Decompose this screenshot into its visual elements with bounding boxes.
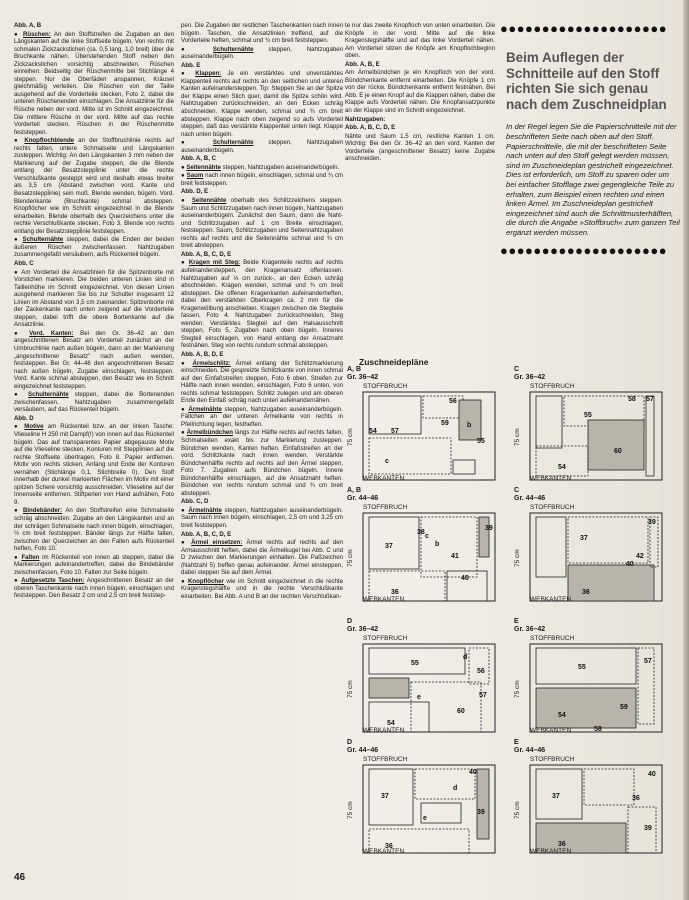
fabric-width-label: 75 cm: [347, 801, 354, 819]
instruction-paragraph: [14, 137, 174, 235]
bullet-icon: ●: [181, 539, 192, 547]
pattern-piece: [369, 678, 409, 698]
piece-number: b: [467, 422, 472, 429]
plan-size-label: Gr. 44–46: [347, 495, 379, 502]
piece-number: b: [435, 541, 440, 548]
piece-number: 55: [477, 438, 485, 445]
pattern-piece: [646, 396, 654, 476]
piece-number: 36: [632, 795, 640, 802]
section-heading: Nahtzugaben:: [345, 115, 386, 123]
instruction-paragraph: [181, 578, 343, 601]
instruction-paragraph: [14, 507, 174, 552]
pattern-piece: [459, 400, 481, 440]
instruction-paragraph: [181, 259, 343, 350]
instruction-keyword: Vord. Kanten:: [29, 329, 74, 337]
section-heading: Abb. A, B, D, E: [181, 350, 224, 358]
section-heading: Abb. E: [181, 61, 201, 69]
bullet-icon: ●: [181, 139, 213, 147]
section-heading: Abb. A, B: [14, 22, 42, 29]
instruction-text: im Rückenteil von innen ab steppen, dabei die Markierungen aufeinandertreffen, dabei die Bindebänder zwischenfassen, Foto 10. Falten zur Seite bügeln.: [14, 553, 174, 576]
instruction-paragraph: [181, 429, 343, 497]
bullet-icon: ●: [181, 405, 189, 413]
fabric-layout: [361, 763, 501, 857]
fabric-layout: [528, 390, 668, 484]
bullet-icon: ●: [14, 268, 22, 276]
pattern-piece: [421, 803, 461, 823]
piece-number: 37: [381, 793, 389, 800]
pattern-piece: [469, 648, 489, 684]
fold-label: STOFFBRUCH: [363, 756, 408, 763]
pattern-piece: [369, 769, 413, 825]
piece-number: 36: [391, 589, 399, 596]
bullet-icon: ●: [14, 236, 23, 244]
fabric-layout: [361, 642, 501, 736]
instruction-text: steppen, dabei die Bortenenden zwischenfassen. Nahtzugaben zusammengefaßt versäubern, auf das Rückenteil bügeln.: [14, 391, 175, 414]
piece-number: 39: [477, 809, 485, 816]
page-number: 46: [14, 872, 26, 883]
fold-label: STOFFBRUCH: [530, 756, 575, 763]
fold-label: STOFFBRUCH: [363, 504, 408, 511]
bullet-icon: ●: [14, 329, 30, 337]
instruction-paragraph: [14, 554, 174, 577]
plan-size-label: Gr. 44–46: [514, 495, 546, 502]
instruction-text: steppen, dabei die Enden der beiden äußeren Rüschen zwischenfassen. Nahtzugaben zusammengefaßt versäubern, aufs Rückenteil bügeln.: [14, 236, 174, 259]
piece-number: 57: [391, 428, 399, 435]
fabric-width-label: 75 cm: [514, 680, 521, 698]
plan-size-label: Gr. 36–42: [514, 374, 546, 381]
cutting-plan: [347, 618, 507, 734]
instruction-text: te nur das zweite Knopfloch von unten einarbeiten. Die Knöpfe in der vord. Mitte auf die linke Kragenstegshälfte und auf das linke Vorderteil nähen. Am Vorderteil sitzen die Knöpfe am Knopflochbeginn oben.: [345, 22, 495, 60]
plan-group-label: A, B: [347, 366, 361, 373]
piece-number: 39: [648, 519, 656, 526]
pattern-piece: [536, 396, 562, 448]
instruction-paragraph: [345, 69, 495, 114]
instruction-paragraph: [181, 46, 343, 61]
piece-number: 41: [451, 553, 459, 560]
bullet-icon: ●: [14, 391, 29, 399]
section-heading: Abb. D, E: [181, 188, 209, 196]
instruction-text: Am Ärmelbündchen je ein Knopfloch von der vord. Bündchenkante entfernt einarbeiten. Die Knöpfe 1 cm von der rückw. Bündchenkante entfernt festnähen. Bei Abb. E je einen Knopf auf die Klappen nähen, dabei die Klappe aufs Vorderteil nähen. Die Knopfansatzpunkte an der Klappe sind im Schnitt eingezeichnet.: [345, 69, 495, 115]
instruction-keyword: Seitennähte: [191, 197, 227, 205]
fold-label: STOFFBRUCH: [530, 504, 575, 511]
instruction-keyword: Schulternähte: [212, 139, 254, 147]
instruction-text: steppen, Nahtzugaben auseinanderbügeln.: [181, 139, 343, 154]
bullet-icon: ●: [14, 577, 22, 585]
selvage-label: WEBKANTEN: [363, 475, 405, 482]
selvage-label: WEBKANTEN: [530, 727, 572, 734]
piece-number: 57: [479, 692, 487, 699]
piece-number: c: [385, 458, 389, 465]
bullet-icon: ●: [181, 45, 213, 53]
piece-number: 42: [636, 553, 644, 560]
selvage-label: WEBKANTEN: [363, 848, 405, 855]
instructions-column-2: [181, 22, 343, 601]
instruction-paragraph: [181, 507, 343, 530]
instruction-keyword: Knopflochblende: [24, 137, 75, 145]
piece-number: 36: [558, 841, 566, 848]
bullet-icon: ●: [181, 172, 187, 180]
instruction-text: nach innen bügeln, einschlagen, schmal und ¾ cm breit feststeppen.: [181, 172, 343, 187]
fabric-layout: [528, 642, 668, 736]
fabric-outline: [363, 765, 495, 853]
selvage-label: WEBKANTEN: [363, 596, 405, 603]
fabric-width-label: 75 cm: [347, 428, 354, 446]
instruction-paragraph: [181, 139, 343, 154]
instruction-paragraph: [345, 133, 495, 163]
instruction-text: Angeschnittenen Besatz an der oberen Taschenkante nach innen bügeln, einschlagen und feststeppen. Den Besatz 2 cm und 2,5 cm breit feststep-: [14, 577, 174, 600]
cutting-plan: [347, 366, 507, 482]
pattern-piece: [477, 769, 489, 839]
bullet-icon: ●: [14, 507, 23, 515]
plan-group-label: D: [347, 739, 353, 746]
piece-number: 56: [449, 398, 457, 405]
instruction-paragraph: [181, 22, 343, 45]
piece-number: 37: [385, 543, 393, 550]
section-heading: Abb. A, B, C, D, E: [181, 530, 232, 538]
instructions-column-3: [345, 22, 495, 164]
piece-number: 37: [580, 535, 588, 542]
piece-number: 36: [385, 843, 393, 850]
instruction-text: Ärmel rechts auf rechts auf den Armausschnitt heften, dabei die Ärmelkugel bei Abb. C und D zwischen den Markierungen einhalten. Die Paßzeichen (Nahtzahl 5) treffen genau aufeinander. Ärmel einsteppen, dabei steppen Sie auf dem Ärmel.: [181, 539, 344, 577]
instruction-paragraph: [14, 577, 174, 600]
section-heading: Abb. A, B, C: [181, 155, 216, 163]
instruction-text: Am Vorderteil die Ansatzlinien für die Spitzenborte mit Vorstichen markieren. Die beiden unteren Linien sind in Taillenhöhe im Schnitt eingezeichnet. Von diesen Linien ausgehend markieren Sie bis zur Schulter insgesamt 12 Linien im Abstand von 3,5 cm zueinander. Spitzenborte mit der Zackenkante nach unten zeigend auf die Vorderteile steppen, dabei trifft die obere Bortenkante auf die Ansatzlinie.: [14, 268, 174, 329]
pattern-piece: [411, 682, 481, 732]
piece-number: 59: [441, 420, 449, 427]
bullet-icon: ●: [181, 577, 188, 585]
cutting-plan: [514, 487, 674, 603]
fold-label: STOFFBRUCH: [363, 383, 408, 390]
instruction-paragraph: [14, 31, 174, 137]
dot-rule-top: ●●●●●●●●●●●●●●●●●●●●: [500, 22, 668, 36]
instruction-keyword: Ärmelschlitz:: [192, 359, 231, 367]
plan-group-label: C: [514, 366, 520, 373]
instruction-text: oberhalb des Schlitzzeichens steppen. Saum und Schlitzzugaben nach innen bügeln, Nahtzugaben auseinanderbügeln. Zunächst den Saum, dann die Naht- und Schlitzzugaben auf 1 cm Breite einschlagen, feststeppen. Saum, Schlitzzugaben und Seitennahtzugaben rechts auf rechts und die Seitennähte schmal und ¾ cm breit absteppen.: [181, 197, 343, 250]
instruction-keyword: Falten: [21, 553, 40, 561]
piece-number: d: [463, 654, 468, 661]
instruction-text: längs zur Hälfte rechts auf rechts falten, Schmalseiten exakt bis zur Markierung zusteppen. Bündchen wenden, Kanten heften. Einfaßstreifen an der vord. Schlitzkante nach innen wenden. Verstärkte Bündchenhälfte rechts auf rechts auf den Ärmel steppen, Foto 7. Zugaben aufs Bündchen bügeln. Innere Bündchenhälfte einschlagen, auf die Ansatznaht heften. Bündchen von rechts rundum schmal und ¾ cm breit absteppen.: [181, 429, 343, 497]
instruction-paragraph: [181, 164, 343, 172]
piece-number: 59: [620, 704, 628, 711]
bullet-icon: ●: [14, 423, 25, 431]
selvage-label: WEBKANTEN: [530, 475, 572, 482]
pattern-piece: [584, 769, 634, 805]
instruction-keyword: Saum: [186, 172, 204, 180]
plan-size-label: Gr. 44–46: [347, 747, 379, 754]
piece-number: 40: [626, 561, 634, 568]
tip-box: [500, 22, 680, 258]
section-heading: Abb. A, B, C, D, E: [345, 124, 396, 132]
pattern-piece: [588, 420, 644, 470]
instruction-keyword: Seitennähte: [186, 163, 221, 171]
fabric-width-label: 75 cm: [514, 801, 521, 819]
fabric-width-label: 75 cm: [347, 680, 354, 698]
bullet-icon: ●: [181, 506, 189, 514]
section-heading: Abb. C, D: [181, 498, 209, 506]
pattern-piece: [423, 396, 463, 418]
bullet-icon: ●: [14, 137, 25, 145]
bullet-icon: ●: [181, 429, 187, 437]
piece-number: 57: [646, 396, 654, 403]
piece-number: 54: [387, 720, 395, 727]
instruction-text: steppen, Nahtzugaben auseinanderbügeln. Fältchen an der unteren Ärmelkante von rechts in Pfeilrichtung legen, festheften.: [181, 405, 343, 428]
bullet-icon: ●: [181, 359, 193, 367]
bullet-icon: ●: [181, 197, 192, 205]
piece-number: 60: [457, 708, 465, 715]
piece-number: 58: [594, 726, 602, 733]
fabric-width-label: 75 cm: [514, 549, 521, 567]
instruction-keyword: Rüschen:: [22, 30, 51, 38]
bullet-icon: ●: [181, 259, 189, 267]
instruction-keyword: Ärmel einsetzen:: [191, 539, 243, 547]
section-heading: Abb. D: [14, 414, 34, 422]
pattern-piece: [453, 460, 475, 474]
fabric-outline: [363, 513, 495, 601]
instruction-text: steppen, Nahtzugaben auseinanderbügeln.: [181, 45, 343, 61]
cutting-plan: [514, 739, 674, 855]
piece-number: 36: [582, 589, 590, 596]
piece-number: 55: [411, 660, 419, 667]
instruction-text: An den Stoffstreifen die Zugaben an den Längskanten auf die linke Stoffseite bügeln. Von rechts mit schmalen Zickzackstichen (ca. 0,5 lang, 1,0 breit) über die Bruchkante nähen. Überstehenden Stoff neben den Zickzackstichen vorsichtig abschneiden. Rüschen einreihen: Beidseitig der Rüschenmitte bei Stichlänge 4 steppen. Nur die Oberfäden anspannen, Kräusel gleichmäßig verteilen. Die Rüschen von der Taille ausgehend auf die Vorderteile stecken, Foto 2, dabei die unteren Rüschenenden einschlagen. Die Ansatzlinie für die Rüsche neben der vord. Mitte ist im Schnitt eingezeichnet. Die mittlere Rüsche in der vord. Mitte auf das rechte Vorderteil stecken. Rüschen in der Rüschenmitte feststeppen.: [14, 30, 174, 136]
pattern-piece: [536, 517, 566, 577]
pattern-piece: [479, 517, 489, 557]
instruction-text: steppen, Nahtzugaben auseinanderbügeln. Saum nach innen bügeln, einschlagen, 2,5 cm und 3,25 cm breit feststeppen.: [181, 506, 343, 529]
instruction-text: Je ein verstärktes und unverstärktes Klappenteil rechts auf rechts an den seitlichen und unteren Kanten aufeinandersteppen. Tip: Steppen Sie an der Spitze der Klappe einen Stich quer, damit die Spitze schön wird. Nahtzugaben zurückschneiden, an den Ecken schräg abschneiden. Klappe wenden, schmal und ¾ cm breit absteppen. Klappe nach oben zeigend so aufs Vorderteil steppen, daß das verstärkte Klappenteil unten liegt. Klappe nach unten bügeln.: [181, 70, 344, 138]
instruction-text: Nähte und Saum 1,5 cm, restliche Kanten 1 cm. Wichtig: Bei den Gr. 36–42 an den vord. Kanten der Vorderteile (angeschnittener Besatz) keine Zugabe anschneiden.: [345, 132, 495, 163]
plan-size-label: Gr. 36–42: [347, 626, 379, 633]
section-heading: Abb. C: [14, 259, 34, 267]
instruction-keyword: Schulternähte: [212, 45, 254, 53]
instruction-paragraph: [181, 172, 343, 187]
piece-number: 37: [552, 793, 560, 800]
pattern-piece: [628, 807, 656, 853]
selvage-label: WEBKANTEN: [530, 596, 572, 603]
bullet-icon: ●: [14, 30, 23, 38]
fabric-layout: [528, 763, 668, 857]
pattern-piece: [536, 648, 636, 684]
plan-group-label: E: [514, 739, 519, 746]
piece-number: d: [453, 785, 458, 792]
instruction-text: an der Stoffbruchlinie rechts auf rechts falten, untere Schmalseite und Längskanten zusteppen. Wichtig: An den Längskanten 3 mm neben der Markierung auf der Zugabe steppen, die die Blende entlang der Besatzsteppl̈inie unter die rechte Verschlußkante gesteppt wird und deshalb etwas breiter als 3,5 cm (Abstand zwischen vord. Kante und Besatzsteppl̈inie) sein muß. Blende wenden, bügeln. Vord. Blendenkante (Bruchkante) schmal absteppen. Knopflöcher wie im Schnitt eingezeichnet in die Blende einarbeiten. Blende oberhalb des Querzeichens unter die rechte Verschlußkante stecken, Foto 3. Blende von rechts entlang der Besatzsteppl̈inie feststeppen.: [14, 137, 175, 235]
pattern-piece: [536, 446, 588, 476]
instruction-keyword: Aufgesetzte Taschen:: [21, 577, 85, 585]
instruction-keyword: Ärmelnähte: [188, 506, 222, 514]
plan-group-label: A, B: [347, 487, 361, 494]
cutting-plan: [514, 618, 674, 734]
instruction-text: wie im Schnitt eingezeichnet in die rechte Kragenstegshälfte und in die rechte Verschlußkante einarbeiten. Bei Abb. A und B an der rechten Verschlußkan-: [181, 577, 344, 600]
instruction-paragraph: [14, 269, 174, 329]
fabric-width-label: 75 cm: [347, 549, 354, 567]
instruction-keyword: Klappen:: [195, 70, 222, 78]
dot-rule-bottom: ●●●●●●●●●●●●●●●●●●●●: [500, 243, 668, 258]
section-heading: Abb. A, B, C, D, E: [181, 250, 232, 258]
piece-number: e: [417, 694, 421, 701]
fold-label: STOFFBRUCH: [363, 635, 408, 642]
pattern-piece: [369, 517, 419, 569]
plan-group-label: E: [514, 618, 519, 625]
instruction-paragraph: [14, 423, 174, 506]
cutting-plan: [514, 366, 674, 482]
instruction-keyword: Schulternähte: [22, 236, 64, 244]
pattern-piece: [415, 769, 475, 799]
instruction-paragraph: [181, 406, 343, 429]
fold-label: STOFFBRUCH: [530, 635, 575, 642]
instruction-keyword: Ärmelbündchen: [186, 429, 234, 437]
instruction-paragraph: [181, 197, 343, 250]
pattern-piece: [369, 438, 451, 474]
plan-size-label: Gr. 36–42: [347, 374, 379, 381]
instruction-text: am Rückenteil bzw. an der linken Tasche: Vlieseline H 250 mit Dampf(!) von innen auf das Rückenteil bügeln. Das auf transparentes Papier abgepauste Motiv auf die Vlieseline stecken, Konturen mit Steppl̈inien auf die rechte Stoffseite übertragen, Foto 8. Papier entfernen. Motiv von rechts sticken, Anfang und Ende der Konturen vernähen (Stichlänge 0,1, Stichbreite 0). Den Stoff innerhalb der dunkel markierten Flächen im Motiv mit einer spitzen Schere vorsichtig ausschneiden. Vlieseline auf der Innenseite entfernen. Stiftperlen von Hand aufnähen, Foto 9.: [14, 423, 175, 506]
pattern-piece: [568, 565, 654, 601]
fabric-layout: [361, 390, 501, 484]
fold-label: STOFFBRUCH: [530, 383, 575, 390]
instruction-paragraph: [181, 70, 343, 138]
instruction-keyword: Schulternähte: [28, 391, 69, 399]
bullet-icon: ●: [181, 70, 196, 78]
pattern-piece: [421, 517, 477, 577]
piece-number: 56: [477, 668, 485, 675]
piece-number: 40: [648, 771, 656, 778]
piece-number: 60: [614, 448, 622, 455]
instruction-paragraph: [345, 22, 495, 60]
plan-size-label: Gr. 36–42: [514, 626, 546, 633]
plan-group-label: C: [514, 487, 520, 494]
plan-group-label: D: [347, 618, 353, 625]
piece-number: 58: [628, 396, 636, 403]
page-edge: [683, 0, 689, 900]
piece-number: 39: [644, 825, 652, 832]
instruction-keyword: Ärmelnähte: [188, 405, 222, 413]
instruction-keyword: Bindebänder:: [22, 507, 63, 515]
instruction-keyword: Motive: [24, 423, 44, 431]
section-heading: Abb. A, B, E: [345, 60, 380, 68]
piece-number: 55: [578, 664, 586, 671]
cutting-plan: [347, 487, 507, 603]
instruction-text: Bei den Gr. 36–42 an den angeschnittenen Besatz am Vorderteil zunächst an der Umbruchlinie nach außen bügeln, dann an der Markierung „angeschnittener Besatz" nach außen wenden, feststeppen. Bei Gr. 44–46 den angeschnittenen Besatz nach außen bügeln, Zugabe einschlagen, feststeppen. Vord. Kante schmal absteppen, den Besatz wie im Schnitt eingezeichnet feststeppen.: [14, 329, 175, 390]
instruction-text: pen. Die Zugaben der restlichen Taschenkanten nach innen bügeln. Taschen, die Ansatzlinien treffend, auf die Vorderteile heften, schmal und ¾ cm breit feststeppen.: [181, 22, 343, 45]
instruction-paragraph: [181, 539, 343, 577]
instruction-paragraph: [14, 391, 174, 414]
bullet-icon: ●: [181, 163, 187, 171]
piece-number: 40: [469, 769, 477, 776]
instruction-text: steppen, Nahtzugaben auseinanderbügeln.: [220, 163, 340, 171]
instruction-text: Beide Kragenteile rechts auf rechts aufeinandersteppen, den Kragenansatz offenlassen. Nahtzugaben auf ⅓ cm zurück-, an den Ecken schräg abschneiden. Kragen wenden, schmal und ¾ cm breit absteppen. Die offenen Kragenkanten aufeinanderheften, dabei den verstärkten Oberkragen ca. 2 mm für die Kragenwölbung anschieben. Kragen zwischen die Stegteile fassen, Foto 4. Nahtzugaben zurückschneiden, Steg wenden. Verstärktes Stegteil auf den Halsausschnitt steppen, Foto 5, Zugaben nach oben bügeln. Inneres Stegteil einschlagen, von Hand entlang der Ansatznaht festnähen. Steg von rechts rundum schmal absteppen.: [181, 259, 343, 350]
fabric-layout: [528, 511, 668, 605]
selvage-label: WEBKANTEN: [530, 848, 572, 855]
tip-title: Beim Auflegen der Schnitteile auf den Stoff richten Sie sich genau nach dem Zuschneidplan: [506, 50, 667, 112]
instruction-paragraph: [14, 236, 174, 259]
piece-number: 40: [461, 575, 469, 582]
piece-number: 57: [644, 658, 652, 665]
selvage-label: WEBKANTEN: [363, 727, 405, 734]
bullet-icon: ●: [14, 553, 22, 561]
instruction-paragraph: [181, 360, 343, 405]
piece-number: 38: [417, 529, 425, 536]
fabric-layout: [361, 511, 501, 605]
instruction-keyword: Knopflöcher: [188, 577, 224, 585]
instruction-text: Ärmel entlang der Schlitzmarkierung einschneiden. Die gespreizte Schlitzkante von innen schmal auf den Einfaßstreifen steppen, Foto 6 oben. Streifen zur Hälfte nach innen wenden, einschlagen, Foto 6 unten, von rechts schmal feststeppen. Schlitz zulegen und am oberen Ende den Einfaß schräg nach unten aufeinandernähen.: [181, 359, 344, 405]
instruction-paragraph: [14, 330, 174, 390]
piece-number: 54: [558, 712, 566, 719]
instruction-keyword: Kragen mit Steg:: [188, 259, 241, 267]
piece-number: 54: [369, 428, 377, 435]
instruction-text: An den Stoffstreifen eine Schmalseite schräg abschneiden. Zugabe an den Längskanten und an der schrägen Schmalseite nach innen bügeln, einschlagen, ½ cm breit feststeppen. Bänder längs zur Hälfte falten, zwischen der Querzeichen an den Falten aufs Rückenteil heften, Foto 10.: [14, 507, 174, 553]
cutting-plan: [347, 739, 507, 855]
piece-number: c: [425, 533, 429, 540]
piece-number: 55: [584, 412, 592, 419]
tip-text: In der Regel legen Sie die Papierschnitteile mit der beschrifteten Seite nach oben auf den Stoff. Papierschnitteile, die mit der beschrifteten Seite nach unten auf den Stoff gelegt werden müssen, sind im Zuschneideplan gestrichelt eingezeichnet. Dies ist erforderlich, um Stoff zu sparen oder um bei einfacher Stofflage zwei gegengleiche Teile zu erhalten, zum Beispiel einen rechten und einen linken Ärmel. Im Zuschneideplan gestrichelt eingezeichnet sind auch die Schnittmusterhälften, die durch die Angabe »Stoffbruch« zum ganzen Teil ergänzt werden müssen.: [506, 122, 680, 237]
plan-size-label: Gr. 44–46: [514, 747, 546, 754]
fabric-width-label: 75 cm: [514, 428, 521, 446]
piece-number: e: [423, 815, 427, 822]
cutting-plans-title: Zuschneidepläne: [359, 357, 429, 367]
piece-number: 54: [558, 464, 566, 471]
instructions-column-1: [14, 22, 174, 601]
piece-number: 39: [485, 525, 493, 532]
